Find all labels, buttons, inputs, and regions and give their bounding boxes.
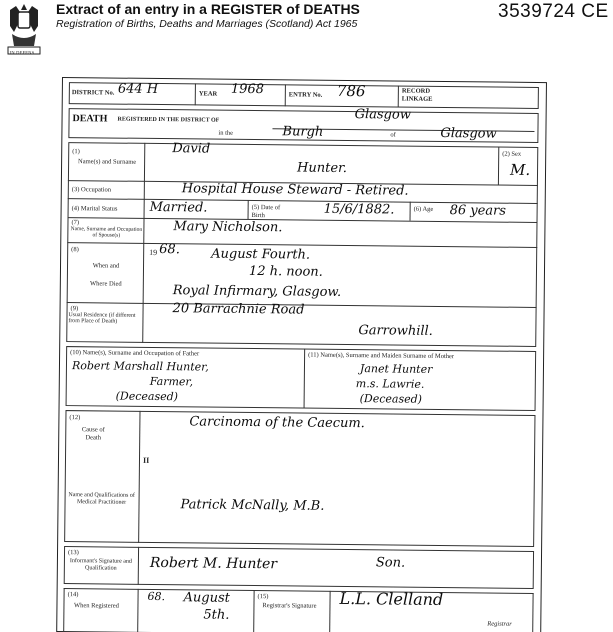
registration-month: August	[183, 590, 230, 606]
f15-number: (15)	[257, 593, 269, 601]
date-of-death-value: August Fourth.	[211, 246, 311, 263]
sex-value: M.	[509, 160, 531, 179]
f13-label: Informant's Signature and Qualification	[69, 558, 132, 572]
forename: David	[172, 141, 211, 157]
f8-label-when: When and	[92, 262, 120, 270]
f5-label: (5) Date of Birth	[251, 203, 281, 219]
registrar-signature: L.L. Clelland	[339, 588, 444, 610]
f1-label: Name(s) and Surname	[78, 158, 137, 166]
district-no-label: DISTRICT No.	[71, 89, 115, 97]
mother-status: (Deceased)	[359, 392, 423, 406]
entry-no-value: 786	[336, 81, 366, 101]
father-occupation: Farmer,	[149, 374, 194, 389]
f3-label: (3) Occupation	[71, 186, 112, 194]
registration-box	[63, 588, 533, 632]
document-subtitle: Registration of Births, Deaths and Marriages (Scotland) Act 1965	[56, 18, 358, 30]
registration-day: 5th.	[203, 607, 230, 623]
year-prefix: 19	[149, 247, 158, 258]
record-linkage-label: RECORD LINKAGE	[401, 87, 433, 103]
death-register-form	[56, 77, 547, 632]
death-label: DEATH	[72, 113, 108, 125]
registration-year-suffix: 68.	[147, 589, 166, 604]
occupation-value: Hospital House Steward - Retired.	[181, 181, 409, 199]
age-value: 86 years	[449, 203, 507, 219]
district-no-value: 644 H	[117, 81, 159, 98]
mother-maiden-name: m.s. Lawrie.	[355, 377, 425, 391]
mother-name: Janet Hunter	[359, 362, 433, 376]
burgh-value: Burgh	[282, 124, 324, 140]
f1-number: (1)	[72, 148, 80, 156]
f8-label-where: Where Died	[90, 280, 122, 288]
f15-label: Registrar's Signature	[262, 602, 317, 610]
f9-number: (9)	[70, 305, 79, 313]
crest-motto: IN DEFENS	[9, 50, 35, 55]
cause-line-ii-marker: II	[142, 455, 150, 465]
of-label: of	[390, 131, 396, 139]
document-title: Extract of an entry in a REGISTER of DEATHS	[56, 1, 360, 17]
f8-number: (8)	[71, 246, 79, 254]
cause-line-i: Carcinoma of the Caecum.	[189, 414, 365, 432]
f6-label: (6) Age	[413, 205, 434, 213]
time-of-death-value: 12 h. noon.	[248, 263, 323, 280]
certifier-label: Name and Qualifications of Medical Practitioner	[68, 492, 135, 506]
spouse-value: Mary Nicholson.	[173, 219, 283, 236]
serial-number: 3539724 CE	[498, 1, 609, 22]
f9-label: Usual Residence (if different from Place of Death)	[68, 312, 136, 325]
district-value: Glasgow	[354, 107, 411, 123]
father-status: (Deceased)	[115, 389, 179, 404]
death-year-suffix: 68.	[159, 242, 180, 258]
place-value: Glasgow	[440, 125, 497, 142]
f4-label: (4) Marital Status	[71, 205, 118, 213]
f14-label: When Registered	[73, 602, 119, 610]
f12-number: (12)	[69, 414, 81, 422]
certifier-value: Patrick McNally, M.B.	[180, 497, 325, 514]
f14-number: (14)	[67, 591, 79, 599]
date-of-birth-value: 15/6/1882.	[323, 201, 395, 218]
f7-label: Name, Surname and Occupation of Spouse(s)	[70, 226, 143, 239]
f13-number: (13)	[67, 549, 79, 557]
residence-line2: Garrowhill.	[358, 323, 433, 339]
informant-qualification: Son.	[375, 555, 406, 571]
f11-label: (11) Name(s), Surname and Maiden Surname of Mother	[308, 351, 455, 361]
year-label: YEAR	[198, 90, 218, 98]
registered-label: REGISTERED IN THE DISTRICT OF	[117, 116, 220, 124]
place-of-death-value: Royal Infirmary, Glasgow.	[172, 283, 342, 300]
in-the-label: in the	[218, 129, 234, 137]
marital-status-value: Married.	[149, 199, 208, 216]
cause-box	[64, 410, 535, 547]
registrar-label: Registrar	[487, 620, 512, 628]
father-name: Robert Marshall Hunter,	[71, 359, 209, 374]
informant-signature: Robert M. Hunter	[149, 554, 278, 573]
f10-label: (10) Name(s), Surname and Occupation of Father	[70, 349, 200, 358]
informant-box	[64, 546, 534, 589]
surname: Hunter.	[296, 160, 348, 176]
residence-line1: 20 Barrachnie Road	[172, 301, 305, 318]
f2-label: (2) Sex	[502, 150, 522, 158]
f7-number: (7)	[71, 219, 80, 227]
f12-label: Cause of Death	[81, 426, 105, 441]
entry-no-label: ENTRY No.	[288, 91, 323, 99]
year-value: 1968	[230, 81, 265, 98]
